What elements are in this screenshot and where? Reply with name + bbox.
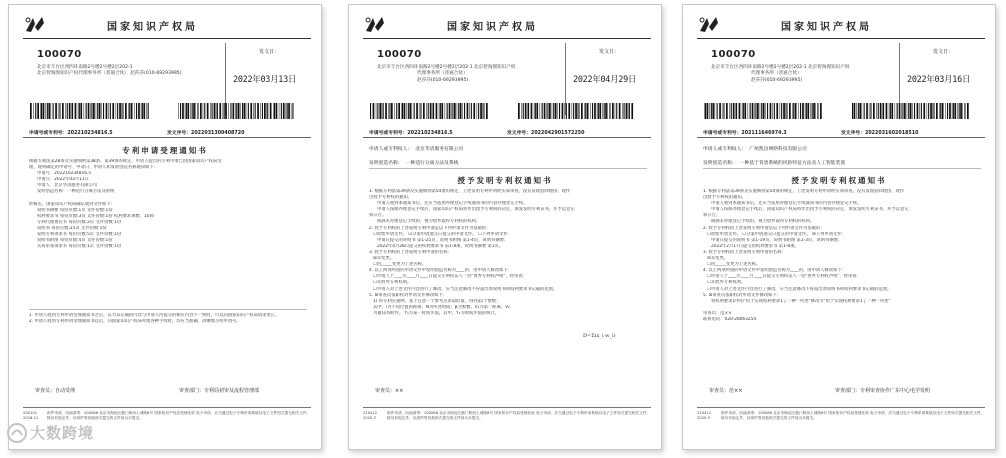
body-line: 经核实，国家知识产权局确认收到文件如下： xyxy=(29,201,115,207)
body-line: 专利代理委托书 每份页数:2页 文件份数:1份 xyxy=(37,219,122,225)
address-line: 北京市丰台区西四环南路2号楼2号楼2层202-1 北京智淘图知识产权 xyxy=(711,65,850,70)
applicant-line xyxy=(703,145,983,152)
barcode xyxy=(29,103,149,119)
recipient-address xyxy=(711,65,911,84)
barcode xyxy=(177,103,295,119)
recipient-address xyxy=(377,65,577,84)
invention-name: 一种适行分离方法及系统 xyxy=(405,161,459,166)
office-name: 国家知识产权局 xyxy=(107,22,198,33)
body-line: 申请人按期办理登记手续后，国家知识产权局将作出授予专利权的决定，颁发发明专利证书，并予以登记 xyxy=(711,207,909,213)
body-line: 理，现将确定的申请号、申请日、申请人和发明创造名称通知如下： xyxy=(29,165,158,171)
notice-document-3 xyxy=(682,4,996,450)
document-header xyxy=(697,15,985,35)
app-number: 202111646974.3 xyxy=(741,131,787,136)
formula: D=Σ(x_i·w_i) xyxy=(583,333,616,339)
document-header xyxy=(23,15,311,35)
body-line: ☐申请人对上述文件内容进行了修改，应当注意修改不得超出原说明书和权利要求书记载的范围。 xyxy=(373,286,558,292)
examiner: 审查员：自动受理 xyxy=(35,388,76,394)
body-line: ☐原始申请文件。 ☑分案申请递交日提交的申请文件。 ☐下列申请文件： xyxy=(373,231,512,237)
notice-title: 专利申请受理通知书 xyxy=(122,146,208,155)
body-line: 将权利要求1中的"用于实现权利要求1了一种一所述"修改为"用于实现权利要求1了一种一所述" xyxy=(711,298,891,304)
body-line: ☐未放弃专利权利。 xyxy=(373,280,412,286)
body-line: 期满未办理登记手续的，视为放弃取得专利权的权利。 xyxy=(711,219,815,225)
section-rule xyxy=(697,137,985,138)
invention-name: 一种基于背景系统的风险特征方法及人工智能装置 xyxy=(739,161,846,166)
doc-ref: 2022031602018510 xyxy=(865,131,919,136)
address-line: 代理事务所（普通合伙） xyxy=(417,71,468,77)
body-line: ☒未变更。 xyxy=(373,256,395,262)
body-line: 申请人收到本通知书后，还应当依照办理登记手续通知书的内容办理登记手续。 xyxy=(377,201,528,207)
body-line: 1) 将专利实施例，基于任意一个参考点求取的量，得到第i个参数； xyxy=(373,298,501,304)
note-line: 1. 申请人收到专利申请受理通知书之后，认为其记载的内容与申请人所提交的相应内容不一致时，可以向国家知识产权局请求更正。 xyxy=(29,313,280,318)
body-line: ☐未放弃专利权利。 xyxy=(707,280,746,286)
applicant-name: 北京华清服务有限公司 xyxy=(415,147,464,152)
notice-body xyxy=(369,189,647,317)
body-line: 说明书附图 每份页数:4页 文件份数:1份 xyxy=(37,238,113,244)
body-line: 出授予专利权的通知。 xyxy=(703,195,746,201)
body-line: 5. ☒审查员依职权对申请文件修改如下： xyxy=(703,292,782,298)
header-rule xyxy=(697,38,985,39)
body-line: 申请日：2022年03月11日 xyxy=(37,177,89,183)
header-rule xyxy=(23,38,311,39)
body-line: ☐由_____变更为上述名称。 xyxy=(707,262,761,268)
body-line: 2022年4月28日提交的权利要求书 第1-8项、说明书摘要 第1页。 xyxy=(377,243,504,249)
applicant-label: 申请人或专利权人： xyxy=(703,147,747,152)
form-version: 2020.3 xyxy=(697,416,710,421)
form-number: 200101 xyxy=(23,411,38,415)
form-number: 210412 xyxy=(697,411,712,415)
barcode xyxy=(369,103,489,119)
body-line: 4. 以上两项所指的申请文件中发明创造名称为____的，由申请人修改如下： xyxy=(703,268,846,274)
body-line: 发明创造名称：一种适行分离方法及系统 xyxy=(37,189,115,195)
body-line: 申请日提交的说明书 第1-25页、说明书附图 第1-4页、说明书摘要； xyxy=(377,237,509,243)
notice-body xyxy=(29,159,307,250)
body-line: 根据专利法第28条及实施细则第38条、第39条的规定，申请人提出的专利申请已由国家知识产权局受 xyxy=(29,159,222,164)
notice-document-1 xyxy=(8,4,322,450)
address-line: 赵莎莎(010-69293995) xyxy=(417,77,469,83)
body-line: 3. 授予专利权的上述发明专利申请的名称： xyxy=(703,249,786,255)
applicant-line xyxy=(369,145,649,152)
body-line: 审查员：范×× xyxy=(703,310,732,316)
notes-rule xyxy=(29,309,307,310)
body-line: 和公告。 xyxy=(369,213,387,219)
body-line: 申请人收到本通知书后，还应当依照办理登记手续通知书的内容办理登记手续。 xyxy=(711,201,862,207)
section-rule xyxy=(23,137,311,138)
form-version: 2018.11 xyxy=(23,416,39,421)
form-ref xyxy=(697,411,717,421)
ref-label: 发文序号： xyxy=(167,131,191,136)
notice-notes xyxy=(29,313,307,325)
body-line: ☐由_____变更为上述名称。 xyxy=(373,262,427,268)
date-label: 发文日： xyxy=(932,49,953,55)
office-name: 国家知识产权局 xyxy=(781,22,872,33)
doc-ref: 2022042901572250 xyxy=(531,131,585,136)
examiner: 审查员：范×× xyxy=(709,388,743,394)
barcode xyxy=(517,103,635,119)
address-line: 北京智淘图知识产权代理事务所（普通合伙） 赵莎莎(010-69293995) xyxy=(37,71,182,77)
document-footer xyxy=(697,407,985,421)
postcode: 100070 xyxy=(711,49,756,60)
ref-label: 发文序号： xyxy=(841,131,865,136)
issue-date: 2022年03月13日 xyxy=(233,75,297,85)
app-label: 申请号或专利号： xyxy=(29,131,68,136)
body-line: 申请号：202210234816.5 xyxy=(37,171,92,177)
body-line: 申请日提交的说明书 第1-19页、说明书附图 第1-3页、说明书摘要； xyxy=(711,237,843,243)
body-line: ☐申请人于____年____月____日提交专利权证人一份"放弃专利权声明"，经审查： xyxy=(707,274,861,280)
application-line xyxy=(29,129,309,136)
barcode xyxy=(851,103,969,119)
department: 审查部门：专利审查协作广东中心电学发明 xyxy=(835,388,931,394)
postcode: 100070 xyxy=(377,49,422,60)
body-line: 1. 根据专利法第39条及实施细则第54条的规定，上述发明专利申请经实质审查，没有发现驳回理由，现作 xyxy=(703,189,905,194)
body-line: 权利要求书 每份页数:3页 文件份数:1份 权利要求项数：10项 xyxy=(37,213,154,219)
body-line: ☒未变更。 xyxy=(707,256,729,262)
invention-label: 发明创造名称： xyxy=(369,161,403,166)
notice-document-2 xyxy=(348,4,662,450)
body-line: 申请人：北京华清服务有限公司 xyxy=(37,183,98,189)
form-ref xyxy=(363,411,383,421)
body-line: ☐原始申请文件。 ☐分案申请递交日提交的申请文件。 ☒下列申请文件： xyxy=(707,231,846,237)
header-rule xyxy=(363,38,651,39)
body-line: ☐申请人对上述文件内容进行了修改，应当注意修改不得超出原说明书和权利要求书记载的范围。 xyxy=(707,286,892,292)
document-header xyxy=(363,15,651,35)
body-line: 和公告。 xyxy=(703,213,721,219)
meta-rule xyxy=(703,168,981,169)
section-rule xyxy=(363,137,651,138)
doc-ref: 2022031300408720 xyxy=(191,131,245,136)
form-version: 2020.3 xyxy=(363,416,376,421)
recipient-address xyxy=(37,65,237,78)
application-line xyxy=(703,129,983,136)
body-line: 2022年2月17日提交的权利要求书 第1-8项。 xyxy=(711,243,799,249)
barcode xyxy=(703,103,823,119)
form-number: 210412 xyxy=(363,411,378,415)
department: 审查部门：专利局初审及流程管理部 xyxy=(179,388,260,394)
body-line: 说明书摘要 每份页数:1页 文件份数:1份 xyxy=(37,207,113,213)
watermark xyxy=(2,420,120,446)
body-line: 实质审查请求书 每份页数:1页 文件份数:1份 xyxy=(37,244,122,250)
body-line: ☐申请人于____年____月____日提交专利权证人一份"放弃专利权声明"，经审查： xyxy=(373,274,527,280)
body-line: 其中，i为不同位置的距离；N为所述时间；β为参数；V₁为第一距离；V₂ xyxy=(373,304,510,310)
footer-text: 纸件申请，回函请寄：100088 北京市海淀区蓟门桥西土城路6号 国家知识产权局受理处收 电子申请，应当通过电子专利申请系统以电子文件形式提交相关文件，除另有规定外，以纸件等其他形式提交的文件视为未提交。 xyxy=(387,411,651,421)
applicant-name: 广州凯昌网络科技有限公司 xyxy=(749,147,807,152)
address-line: 代理事务所（普通合伙） xyxy=(751,71,802,77)
notice-title: 授予发明专利权通知书 xyxy=(457,176,553,185)
body-line: 出授予专利权的通知。 xyxy=(369,195,412,201)
address-line: 北京市丰台区西四环南路2号楼2号楼2层202-1 北京智淘图知识产权 xyxy=(377,65,516,70)
meta-rule xyxy=(369,168,647,169)
app-label: 申请号或专利号： xyxy=(369,131,408,136)
postcode: 100070 xyxy=(37,49,82,60)
body-line: 3. 授予专利权的上述发明专利申请的名称： xyxy=(369,249,452,255)
date-label: 发文日： xyxy=(598,49,619,55)
issue-date: 2022年03月16日 xyxy=(907,75,971,85)
body-line: 5. ☒审查员依职权对申请文件修改如下： xyxy=(369,292,448,298)
body-line: 期满未办理登记手续的，视为放弃取得专利权的权利。 xyxy=(377,219,481,225)
app-number: 202210234816.5 xyxy=(407,131,453,136)
watermark-text: 大数跨境 xyxy=(30,424,95,442)
app-label: 申请号或专利号： xyxy=(703,131,742,136)
cnipa-logo-icon xyxy=(363,15,387,35)
cnipa-logo-icon xyxy=(23,15,47,35)
footer-text: 纸件申请，回函请寄：100088 北京市海淀区蓟门桥西土城路6号 国家知识产权局受理处收 电子申请，应当通过电子专利申请系统以电子文件形式提交相关文件，除另有规定外，以纸件等其他形式提交的文件视为未提交。 xyxy=(47,411,311,421)
body-line: 4. 以上两项所指的申请文件中发明创造名称为____的，由申请人修改如下： xyxy=(369,268,512,274)
office-name: 国家知识产权局 xyxy=(447,22,538,33)
watermark-logo-icon xyxy=(6,422,28,444)
body-line: 发明专利请求书 每份页数:5页 文件份数:1份 xyxy=(37,232,122,238)
footer-text: 纸件申请，回函请寄：100088 北京市海淀区蓟门桥西土城路6号 国家知识产权局受理处收 电子申请，应当通过电子专利申请系统以电子文件形式提交相关文件，除另有规定外，以纸件等其他形式提交的文件视为未提交。 xyxy=(721,411,985,421)
notice-title: 授予发明专利权通知书 xyxy=(791,176,887,185)
body-line: 2. 授予专利权的上述发明专利申请是以下列申请文件为基础的： xyxy=(703,225,825,231)
date-label: 发文日： xyxy=(258,49,279,55)
body-line: 2. 授予专利权的上述发明专利申请是以下列申请文件为基础的： xyxy=(369,225,491,231)
note-line: 2. 申请人收到专利申请受理通知书以后，向国家知识产权局办理各种手续时，均应当准确、清晰地写明申请号。 xyxy=(29,319,241,324)
invention-line xyxy=(703,159,983,166)
cnipa-logo-icon xyxy=(697,15,721,35)
invention-line xyxy=(369,159,649,166)
app-number: 202210234816.5 xyxy=(67,131,113,136)
document-footer xyxy=(363,407,651,421)
body-line: 说明书 每份页数:25页 文件份数:1份 xyxy=(37,226,107,232)
issue-date: 2022年04月29日 xyxy=(573,75,637,85)
body-line: 为通知书附件。 Y₁为某一时间步值，其中，Y₁为时间步值的统计。 xyxy=(373,310,500,316)
body-line: 申请人按期办理登记手续后，国家知识产权局将作出授予专利权的决定，颁发发明专利证书，并予以登记 xyxy=(377,207,575,213)
address-line: 北京市丰台区西四环南路2号楼2号楼2层202-1 xyxy=(37,65,133,70)
body-line: 联系电话：020-28063254 xyxy=(703,316,757,322)
examiner: 审查员：×× xyxy=(375,388,404,394)
notice-body xyxy=(703,189,981,323)
application-line xyxy=(369,129,649,136)
body-line: 1. 根据专利法第39条及实施细则第54条的规定，上述发明专利申请经实质审查，没有发现驳回理由，现作 xyxy=(369,189,571,194)
invention-label: 发明创造名称： xyxy=(703,161,737,166)
applicant-label: 申请人或专利权人： xyxy=(369,147,413,152)
address-line: 赵莎莎(010-69293995) xyxy=(751,77,803,83)
ref-label: 发文序号： xyxy=(507,131,531,136)
